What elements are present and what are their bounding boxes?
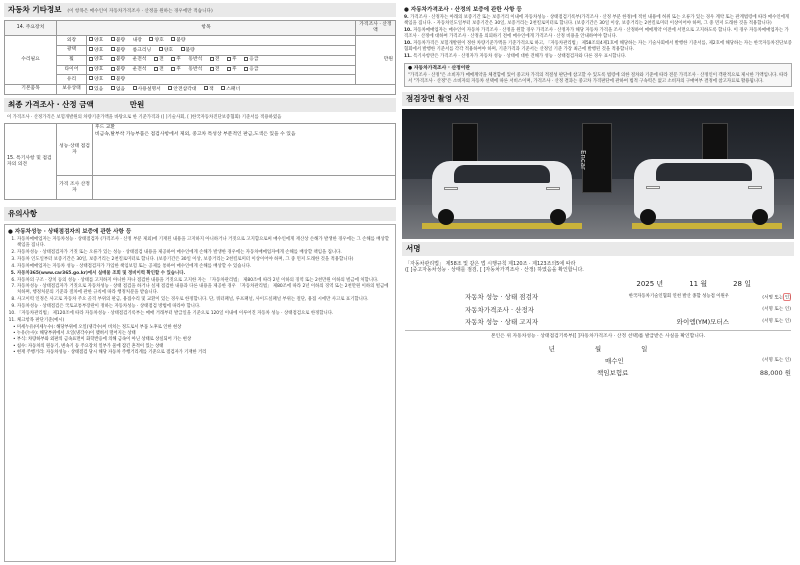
date-day: 28 일 <box>733 279 751 288</box>
stamp-icon <box>783 293 791 301</box>
item-name: 휠 <box>57 55 87 65</box>
checkbox[interactable] <box>89 57 93 61</box>
final-price-unit: 만원 <box>129 99 145 109</box>
charger-text: Encar <box>579 150 587 171</box>
confirm-year: 년 <box>548 344 555 353</box>
sign-field[interactable]: (서명 또는 인) <box>733 293 791 301</box>
final-price-title: 최종 가격조사 · 산정 금액 <box>8 99 94 109</box>
signature-text-line: ([ ]중고자동차성능 · 상태를 점검, [ ]자동차가격조사 · 산정) 하였음을 확인합니다. <box>405 267 584 274</box>
guarantee-section <box>402 3 794 89</box>
list-item: 6. 자동차의 구조 · 장치 등의 성능 · 상태를 고지하지 아니한 자나 점검한 내용을 거짓으로 고지한 자는 「자동차관리법」 제80조에 따라 2년 이하의 징역 또는 2천만원 이하의 벌금에 처합니다. <box>17 278 392 284</box>
signer-name: 한국자동차기술인협회 연천 발산 종합 성능점 이원우 <box>628 294 729 300</box>
group-label-repair: 수리필요 <box>5 36 57 85</box>
checkbox[interactable] <box>154 57 158 61</box>
checkbox[interactable] <box>171 67 175 71</box>
notice-header <box>4 207 396 221</box>
right-column <box>402 3 794 562</box>
checkbox[interactable] <box>149 37 153 41</box>
list-item: 9. 자동차성능 · 상태점검은 국토교통부장관이 정하는 자동차성능 · 상태점검 방법에 따라야 합니다. <box>17 304 392 310</box>
signer-label: 자동차가격조사 · 산정자 <box>465 305 534 314</box>
confirm-line: 본인은 위 자동차성능 · 상태점검기록부([ ]자동차가격조사 · 산정 선택)를 발급받은 사실을 확인합니다. <box>490 334 706 340</box>
list-item: 5. 자동차365(www.car365.go.kr)에서 실매물 조회 및 정비이력 확인할 수 있습니다. <box>17 271 392 277</box>
performance-inspector-opinion: 후드 교환 비금속,탈부착 가능부품은 점검사항에서 제외, 중고차 특성상 부분적인 판금,도색은 있을 수 있음 <box>93 124 396 176</box>
notice-list <box>8 237 392 323</box>
checkbox[interactable] <box>244 57 248 61</box>
sign-field[interactable]: (서명 또는 인) <box>762 319 791 325</box>
insurance-value: 88,000 원 <box>759 368 791 377</box>
list-item: 8. 사고이력 인정은 사고로 자동차 주요 골격 부위의 판금, 용접수리 및 교환이 있는 경우로 한정합니다. 단, 쿼터패널, 루프패널, 사이드실패널 부위는 절단, 용접 시에만 사고로 표기합니다. <box>17 297 392 303</box>
checkbox[interactable] <box>181 47 185 51</box>
checkbox[interactable] <box>111 67 115 71</box>
signature-section <box>402 259 794 562</box>
signature-title: 서명 <box>406 244 421 254</box>
remarks-table <box>4 123 396 200</box>
checkbox[interactable] <box>89 86 93 90</box>
date-month: 11 월 <box>689 279 708 288</box>
signer-label: 자동차 성능 · 상태 고지자 <box>465 317 539 326</box>
buyer-label: 매수인 <box>605 357 624 366</box>
checkbox[interactable] <box>89 67 93 71</box>
list-item: • 누유(누수): 해당부위에서 오일(냉각수)이 맺혀서 떨어지는 상태 <box>13 331 136 337</box>
signature-text-line: 「자동차관리법」 제58조 및 같은 법 시행규칙 제120조 · 제123조의5에 따라 <box>405 260 576 267</box>
car-left <box>432 161 572 219</box>
signer-row <box>405 318 791 326</box>
checkbox[interactable] <box>159 47 163 51</box>
item-name: 타이어 <box>57 65 87 75</box>
signer-label: 자동차 성능 · 상태 점검자 <box>465 293 539 302</box>
insurance-row <box>405 369 791 377</box>
guarantee-item: 11. 특기사항란은 가격조사 · 산정자가 자동차 성능 · 상태에 대한 견해가 성능 · 상태점검자와 다른 경우 표시합니다. <box>404 54 627 60</box>
guarantee-item: 10. 자동차매매업자는 매수인이 자동차 가격조사 · 산정을 원할 경우 가격조사 · 산정자가 해당 자동차 가격을 조사 · 산정하여 매매계약 이전에 서면으로 고지하도록 합니다. 이 경우 자동차매매업자는 가격조사 · 산정에 대하여 가격조사 · 산정을 의뢰하기 전에 매수인에게 가격조사 · 산정 비용을 안내하여야 합니다. <box>404 28 789 39</box>
price-assessor-opinion <box>93 176 396 200</box>
criteria-list <box>8 325 392 356</box>
checkbox[interactable] <box>171 57 175 61</box>
notice-heading: ● 자동차성능 · 상태점검자의 보증에 관한 사항 등 <box>8 229 132 236</box>
list-item: • 미세누유(미세누수): 해당부위에 오일(냉각수)이 비치는 정도로서 부품 노후로 인한 현상 <box>13 324 182 330</box>
photo-title: 점검장면 촬영 사진 <box>406 94 470 104</box>
item-options: 양호 불량 내장 양호 불량 <box>87 36 356 46</box>
price-unit: 만원 <box>356 36 396 85</box>
photo-header <box>402 92 794 106</box>
checkbox[interactable] <box>111 47 115 51</box>
list-item: • 부식: 차량하부와 외판의 금속표면이 화학반응에 의해 금속이 아닌 상태로 상실되어 가는 현상 <box>13 337 192 343</box>
checkbox[interactable] <box>111 37 115 41</box>
item-options: 양호 불량 운전석 전 후 동반석 전 후 응급 <box>87 65 356 75</box>
item-options: 양호 불량 <box>87 75 356 85</box>
item-name: 광택 <box>57 46 87 56</box>
final-price-header <box>4 98 396 112</box>
other-info-title: 자동차 기타정보 <box>8 5 62 14</box>
insurance-label: 책임보험료 <box>597 368 629 377</box>
inspection-photo <box>402 109 794 239</box>
item-name: 외장 <box>57 36 87 46</box>
left-column <box>4 3 396 562</box>
checkbox[interactable] <box>227 67 231 71</box>
car-right <box>634 159 774 219</box>
col-header-item: 항목 <box>57 20 356 35</box>
buyer-row <box>405 357 791 365</box>
checkbox[interactable] <box>204 86 208 90</box>
other-info-header <box>4 3 396 17</box>
assessment-definition-box <box>404 63 792 88</box>
sign-field[interactable]: (서명 또는 인) <box>762 306 791 312</box>
list-item: 10. 「자동차관리법」 제120조에 따라 자동차성능 · 상태점검기록부는 매매 거래부터 발급일을 기준으로 120일 이내에 이루어진 자동차 성능 · 상태점검으로 한정합니다. <box>17 311 392 317</box>
basic-items-label: 기본품목 <box>5 85 57 95</box>
remarks-row-label: 15. 특기사항 및 점검자의 의견 <box>5 124 57 200</box>
confirm-month: 월 <box>594 344 602 353</box>
list-item: 4. 자동차매매업자는 자동차 성능 · 상태점검자가 가입한 책임보험 또는 공제를 통하여 매수인에게 손해를 배상할 수 있습니다. <box>17 264 392 270</box>
checkbox[interactable] <box>171 37 175 41</box>
item-options: 양호 불량 운전석 전 후 동반석 전 후 응급 <box>87 55 356 65</box>
checkbox[interactable] <box>168 86 172 90</box>
checkbox[interactable] <box>89 37 93 41</box>
signer-row <box>405 293 791 301</box>
signer-name: 와이엠(YM)모터스 <box>676 317 729 326</box>
list-item: 1. 자동차매매업자는 자동차성능 · 상태점검자 (가격조사 · 산정 부분 제외)에 기재된 내용을 고지하지 아니하거나 거짓으로 고지함으로써 매수인에게 재산상 손해가 발생한 경우에는 그 손해를 배상할 책임을 집니다. <box>17 237 392 248</box>
confirm-date <box>405 345 791 353</box>
date-year: 2025 년 <box>636 279 664 288</box>
other-info-note: (이 항목은 매수인이 자동차가격조사 · 산정을 원하는 경우에만 적습니다) <box>67 9 213 14</box>
performance-inspector-label: 성능·상태 점검자 <box>57 124 93 176</box>
checkbox[interactable] <box>133 86 137 90</box>
list-item: 7. 자동차성능 · 상태점검자가 거짓으로 자동차성능 · 상태 점검을 하거나 실제 점검한 내용과 다른 내용을 제공한 경우 「자동차관리법」 제80조에 따라 2년 이하의 징역 또는 2천만원 이하의 벌금에 처하며, 행정처분의 기준과 절차에 관한 규칙에 따라 행정처분을 받습니다. <box>17 284 392 295</box>
checkbox[interactable] <box>89 76 93 80</box>
signature-header <box>402 242 794 256</box>
checkbox[interactable] <box>111 86 115 90</box>
list-item: 3. 자동차 인도일부터 보증기간은 30일, 보증거리는 2천킬로미터로 합니다. (보증기간은 30일 이상, 보증거리는 2천킬로미터 이상이어야 하며, 그 중 먼저 도래한 것을 적용합니다) <box>17 257 392 263</box>
row-label-main-devices: 14. 주요장치 <box>5 20 57 35</box>
signer-row <box>405 306 791 314</box>
list-item: 11. 체크항목 판단기준(예시) <box>17 318 392 324</box>
col-header-price: 가격조사 · 산정액 <box>356 20 396 35</box>
guarantee-heading: ● 자동차가격조사 · 산정의 보증에 관한 사항 등 <box>404 7 522 13</box>
notice-box <box>4 224 396 562</box>
item-options: 양호 불량 룸크리닝 양호 불량 <box>87 46 356 56</box>
signature-date <box>405 280 751 289</box>
checkbox[interactable] <box>111 76 115 80</box>
guarantee-item: 9. 가격조사 · 산정자는 아래의 보증기간 또는 보증거리 이내에 자동차성능 · 상태점검기록부(가격조사 · 산정 부분 한정)에 적힌 내용에 허위 또는 오류가 있는 경우 계약 또는 관계법령에 따라 매수인에게 책임을 집니다. - 자동차인도일부터 보증기간은 30일, 보증거리는 2천킬로미터로 합니다. (보증기간은 30일 이상, 보증거리는 2천킬로미터 이상이어야 하며, 그 중 먼저 도래한 것을 적용합니다) <box>404 15 790 26</box>
checkbox[interactable] <box>244 67 248 71</box>
list-item: • 침수: 자동차의 원동기, 변속기 등 주요장치 일부가 물에 잠긴 흔적이 있는 상태 <box>13 343 164 349</box>
checkbox[interactable] <box>89 47 93 51</box>
list-item: • 현재 주행거리: 자동차성능 · 상태점검 당시 해당 자동차 주행거리계를 기준으로 점검자가 기재한 거리 <box>13 350 207 356</box>
list-item: 2. 자동차성능 · 상태점검자가 거짓 또는 오류가 있는 성능 · 상태점검 내용을 제공하여 매수인에게 손해가 발생한 경우에는 자동차매매업자에게 손해를 배상할 책임을 집니다. <box>17 250 392 256</box>
checkbox[interactable] <box>111 57 115 61</box>
checkbox[interactable] <box>210 67 214 71</box>
other-info-table <box>4 20 396 95</box>
ev-charger <box>579 123 612 193</box>
guarantee-item: 10. 자동차가격은 보험개발원이 정한 차량기준가액을 기준가격으로 하고, 「자동차관리법」 제58조의4제1호에 해당하는 자는 기술사회에서 발행한 기준서를, 제2호에 해당하는 자는 한국자동차진단보증협회에서 발행한 기준서를 각각 적용하여야 하며, 기준가격과 기준서는 산정일 기준 가장 최근에 발행된 것을 적용합니다. <box>404 41 792 52</box>
definition-text: "가격조사 · 산정"은 소비자가 매매계약을 체결함에 있어 중고차 가격의 적절성 판단에 참고할 수 있도록 법령에 의한 절차와 기준에 따라 전문 가격조사 · 산정인이 객관적으로 제시한 가액입니다. 따라서 "가격조사 · 산정"은 소비자의 자동차 선택에 따른 서비스이며, 가격조사 · 산정 결과는 중고차 가격판단에 관하여 법적 구속력은 없고 소비자의 구매여부 결정에 참고자료로 활용됩니다. <box>408 73 788 84</box>
price-assessor-label: 가격 조사 산정자 <box>57 176 93 200</box>
buyer-sign-field[interactable]: (서명 또는 인) <box>762 358 791 364</box>
basic-items-status: 보유상태 <box>57 85 87 95</box>
basic-items-options: 있음 없음 사용설명서 안전삼각대 잭 스패너 <box>87 85 396 95</box>
checkbox[interactable] <box>154 67 158 71</box>
final-price-desc: 이 가격조사 · 산정가격은 보험개발원의 차량기준가액을 바탕으로 한 기준가격과 ([ ]기술사회, [ ]한국자동차진단보증협회) 기준서를 적용하였음 <box>7 114 282 120</box>
checkbox[interactable] <box>227 57 231 61</box>
checkbox[interactable] <box>221 86 225 90</box>
definition-title: ● 자동차가격조사 · 산정이란 <box>408 65 470 71</box>
confirm-day: 일 <box>641 344 648 353</box>
item-name: 유리 <box>57 75 87 85</box>
checkbox[interactable] <box>210 57 214 61</box>
notice-title: 유의사항 <box>8 209 37 219</box>
